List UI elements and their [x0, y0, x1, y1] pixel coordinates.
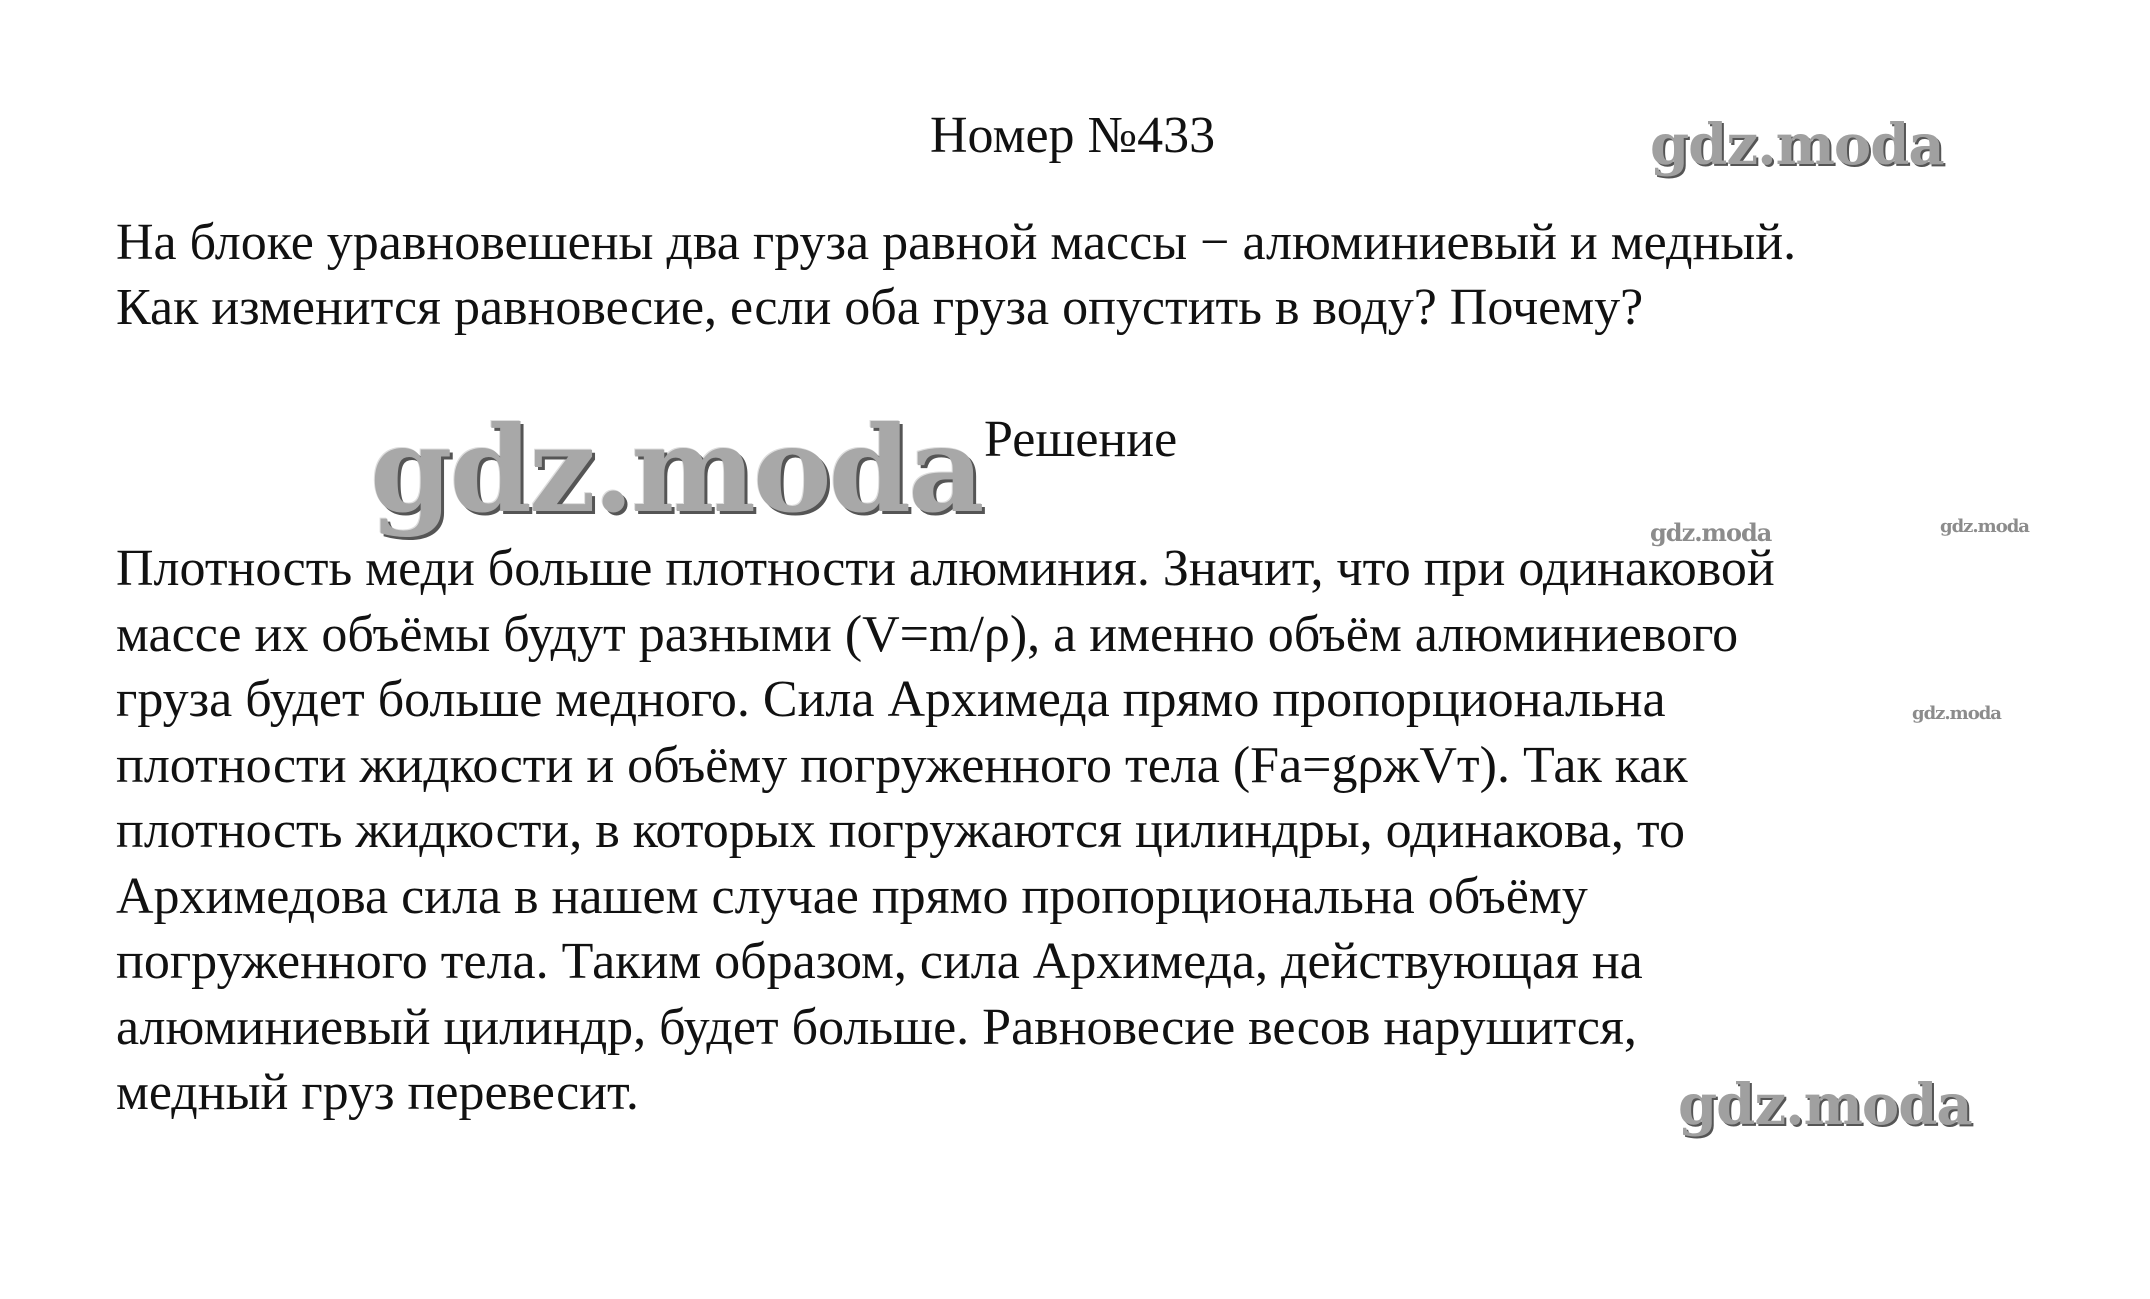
solution-line: медный груз перевесит.	[116, 1064, 639, 1121]
solution-line: Архимедова сила в нашем случае прямо пропорциональна объёму	[116, 867, 1588, 925]
solution-line: алюминиевый цилиндр, будет больше. Равновесие весов нарушится,	[116, 998, 1637, 1056]
watermark-logo-large: gdz.moda	[370, 400, 982, 539]
watermark-small: gdz.moda	[1912, 703, 2001, 724]
solution-line: плотности жидкости и объёму погруженного тела (Fa=gρжVт). Так как	[116, 736, 1688, 794]
task-text	[116, 210, 2106, 340]
watermark-small: gdz.moda	[1940, 516, 2029, 537]
solution-heading: Решение	[984, 411, 1178, 468]
solution-line: плотность жидкости, в которых погружаются цилиндры, одинакова, то	[116, 802, 1685, 859]
watermark-small: gdz.moda	[1650, 518, 1772, 547]
task-line: Как изменится равновесие, если оба груза опустить в воду? Почему?	[116, 279, 1644, 336]
solution-text	[116, 536, 2106, 1126]
watermark-logo: gdz.moda	[1650, 112, 1944, 178]
solution-line: массе их объёмы будут разными (V=m/ρ), а именно объём алюминиевого	[116, 605, 1739, 663]
solution-line: груза будет больше медного. Сила Архимеда прямо пропорциональна	[116, 671, 1666, 728]
watermark-logo: gdz.moda	[1678, 1072, 1972, 1138]
task-line: На блоке уравновешены два груза равной массы − алюминиевый и медный.	[116, 214, 1797, 271]
solution-line: погруженного тела. Таким образом, сила Архимеда, действующая на	[116, 933, 1643, 990]
solution-line: Плотность меди больше плотности алюминия. Значит, что при одинаковой	[116, 540, 1775, 597]
page-title: Номер №433	[930, 107, 1216, 164]
